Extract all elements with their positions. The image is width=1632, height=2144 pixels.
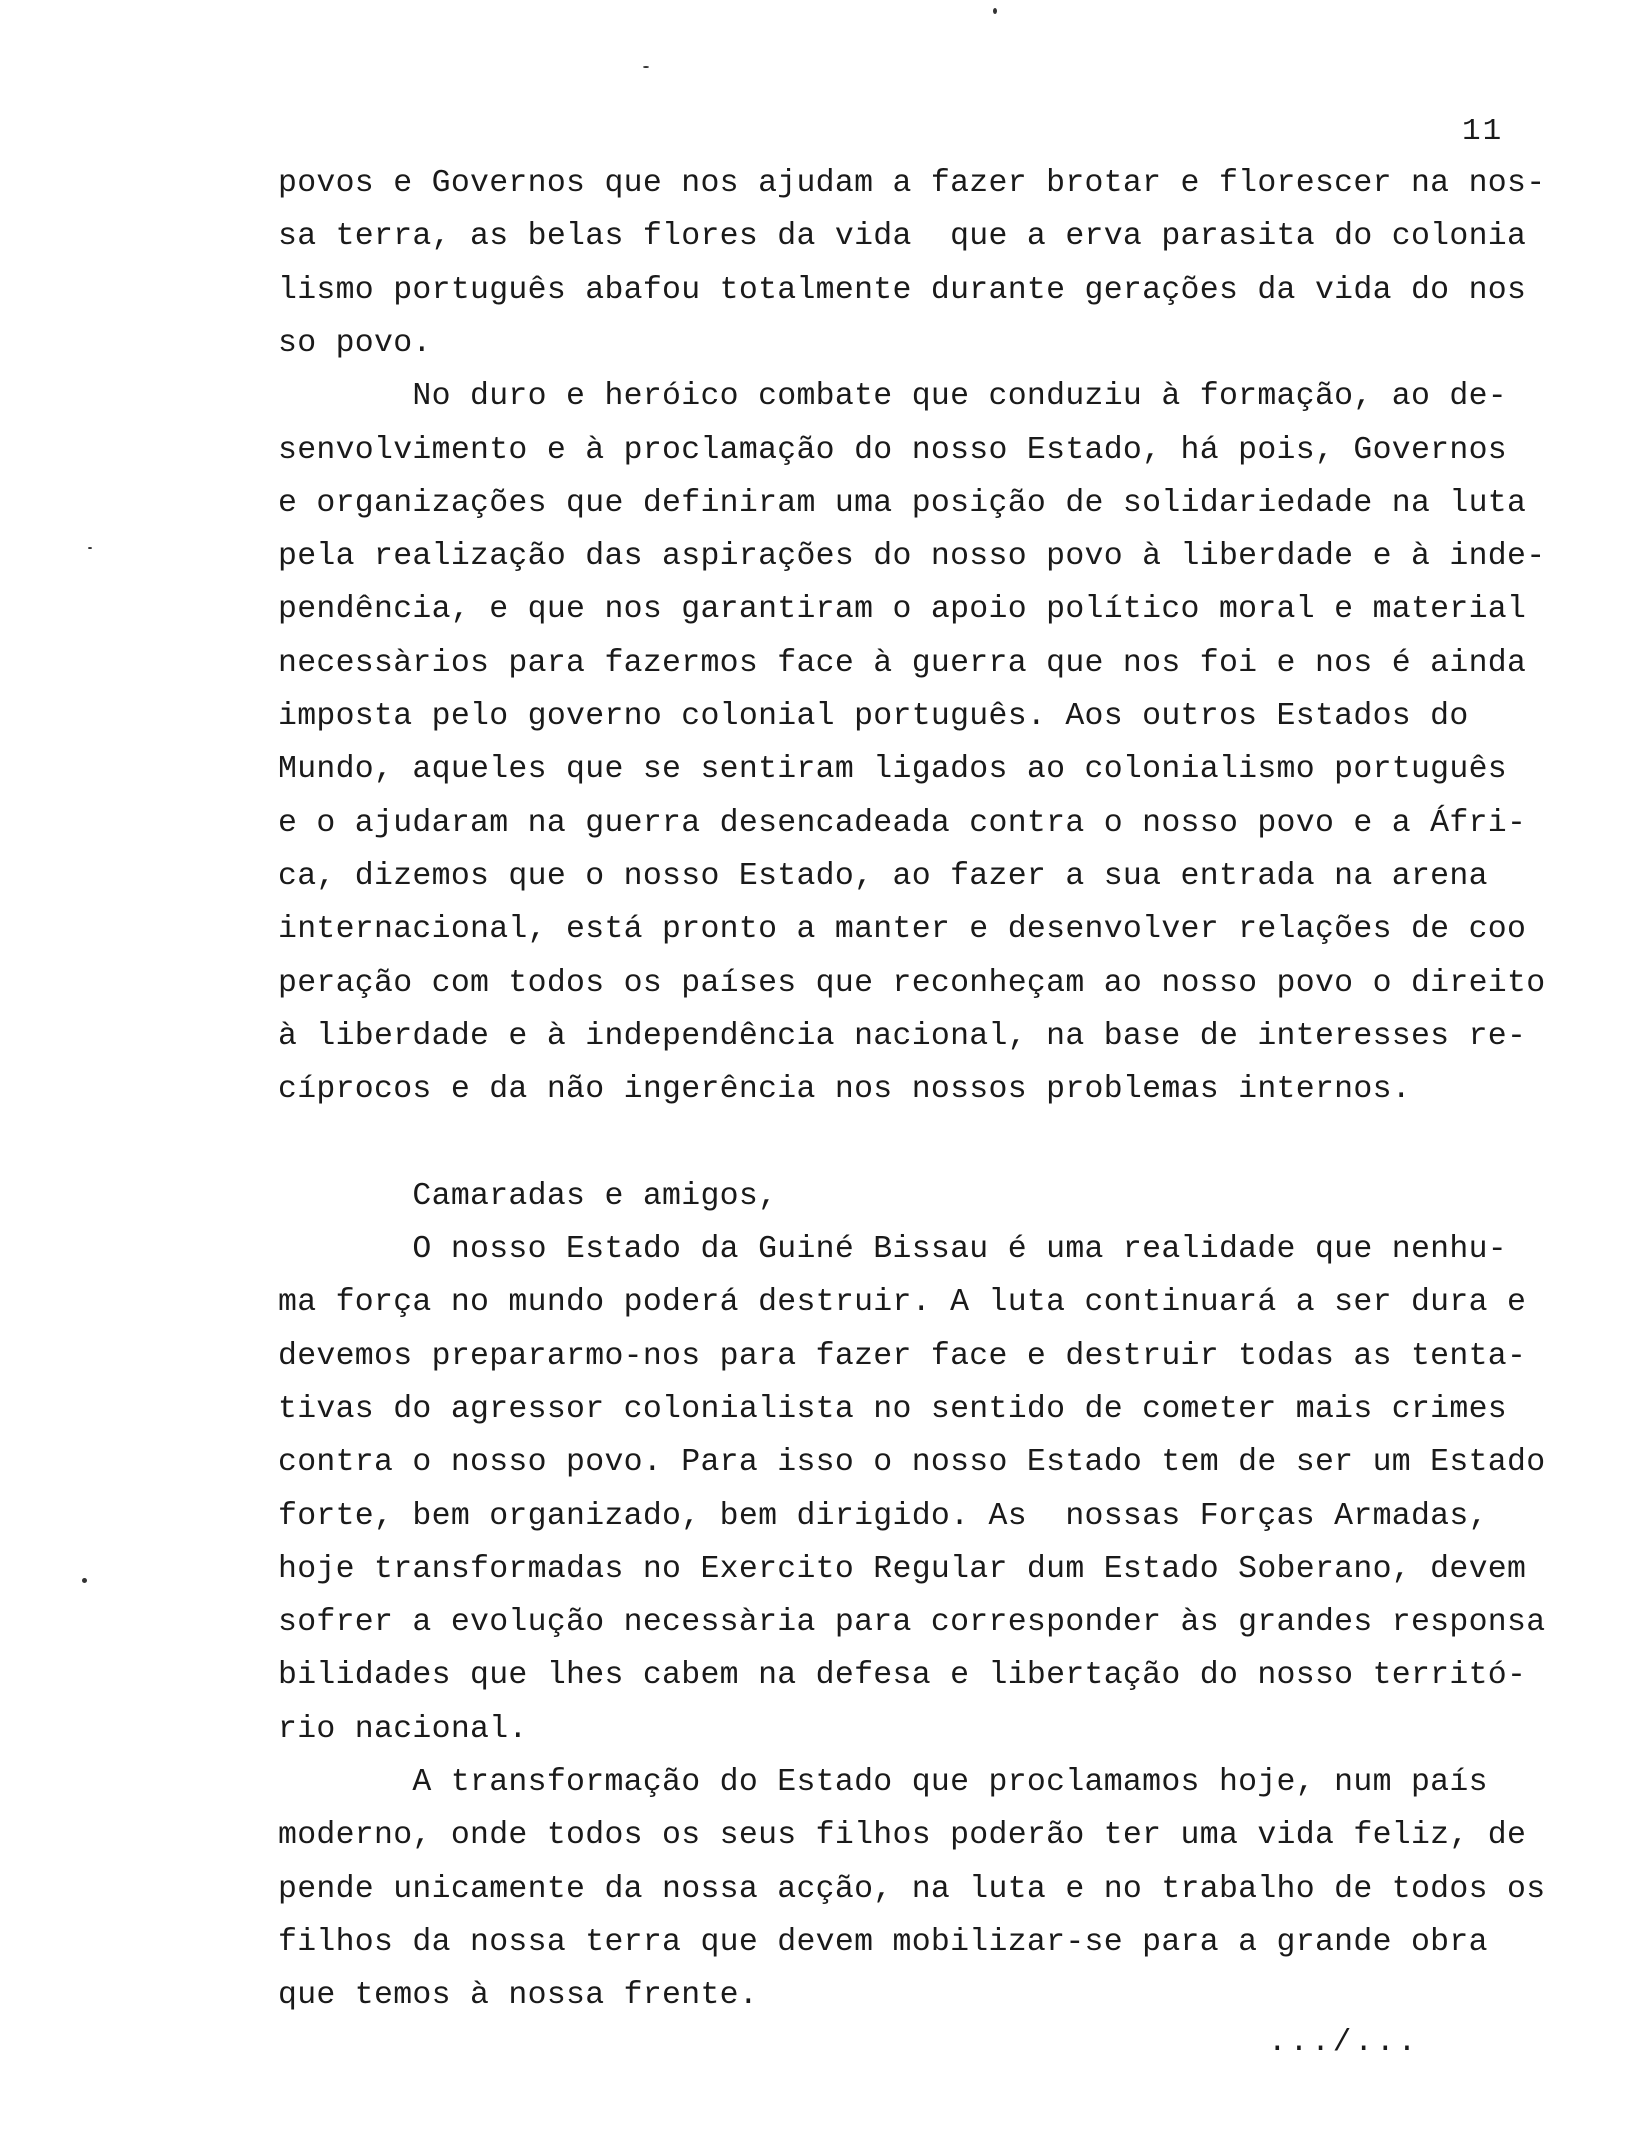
text-line: cíprocos e da não ingerência nos nossos problemas internos. [278,1072,1411,1107]
text-line: A transformação do Estado que proclamamos hoje, num país [278,1765,1488,1800]
text-line: lismo português abafou totalmente durante gerações da vida do nos [278,273,1527,308]
text-line: tivas do agressor colonialista no sentido de cometer mais crimes [278,1392,1507,1427]
text-line: forte, bem organizado, bem dirigido. As nossas Forças Armadas, [278,1499,1488,1534]
text-line: ca, dizemos que o nosso Estado, ao fazer a sua entrada na arena [278,859,1488,894]
text-line: No duro e heróico combate que conduziu à formação, ao de- [278,379,1507,414]
text-line: O nosso Estado da Guiné Bissau é uma realidade que nenhu- [278,1232,1507,1267]
text-line: que temos à nossa frente. [278,1978,759,2013]
text-line: pende unicamente da nossa acção, na luta e no trabalho de todos os [278,1872,1546,1907]
text-line: so povo. [278,326,432,361]
text-line: bilidades que lhes cabem na defesa e libertação do nosso territó- [278,1658,1527,1693]
continuation-mark: .../... [1268,2025,1420,2060]
text-line: pela realização das aspirações do nosso povo à liberdade e à inde- [278,539,1546,574]
text-line: Mundo, aqueles que se sentiram ligados ao colonialismo português [278,752,1507,787]
text-line: sa terra, as belas flores da vida que a erva parasita do colonia [278,219,1527,254]
text-line: e o ajudaram na guerra desencadeada contra o nosso povo e a Áfri- [278,806,1527,841]
scan-speck [993,8,997,14]
text-line: moderno, onde todos os seus filhos poderão ter uma vida feliz, de [278,1818,1527,1853]
text-line: pendência, e que nos garantiram o apoio político moral e material [278,592,1527,627]
text-line: Camaradas e amigos, [278,1179,778,1214]
text-line: devemos prepararmo-nos para fazer face e destruir todas as tenta- [278,1339,1527,1374]
scan-speck [82,1578,87,1583]
text-line: contra o nosso povo. Para isso o nosso Estado tem de ser um Estado [278,1445,1546,1480]
text-line: rio nacional. [278,1712,528,1747]
text-line: povos e Governos que nos ajudam a fazer brotar e florescer na nos- [278,166,1546,201]
text-line: filhos da nossa terra que devem mobilizar-se para a grande obra [278,1925,1488,1960]
text-line: sofrer a evolução necessària para corresponder às grandes responsa [278,1605,1546,1640]
text-line: à liberdade e à independência nacional, na base de interesses re- [278,1019,1527,1054]
page-number: 11 [1462,114,1504,149]
text-line: peração com todos os países que reconheçam ao nosso povo o direito [278,966,1546,1001]
text-line: ma força no mundo poderá destruir. A luta continuará a ser dura e [278,1285,1527,1320]
text-line: senvolvimento e à proclamação do nosso Estado, há pois, Governos [278,433,1507,468]
text-line: internacional, está pronto a manter e desenvolver relações de coo [278,912,1527,947]
text-line: hoje transformadas no Exercito Regular dum Estado Soberano, devem [278,1552,1527,1587]
scan-speck [643,66,649,68]
scan-speck [88,547,92,549]
text-line: e organizações que definiram uma posição de solidariedade na luta [278,486,1527,521]
text-line: imposta pelo governo colonial português. Aos outros Estados do [278,699,1469,734]
text-line: necessàrios para fazermos face à guerra que nos foi e nos é ainda [278,646,1527,681]
